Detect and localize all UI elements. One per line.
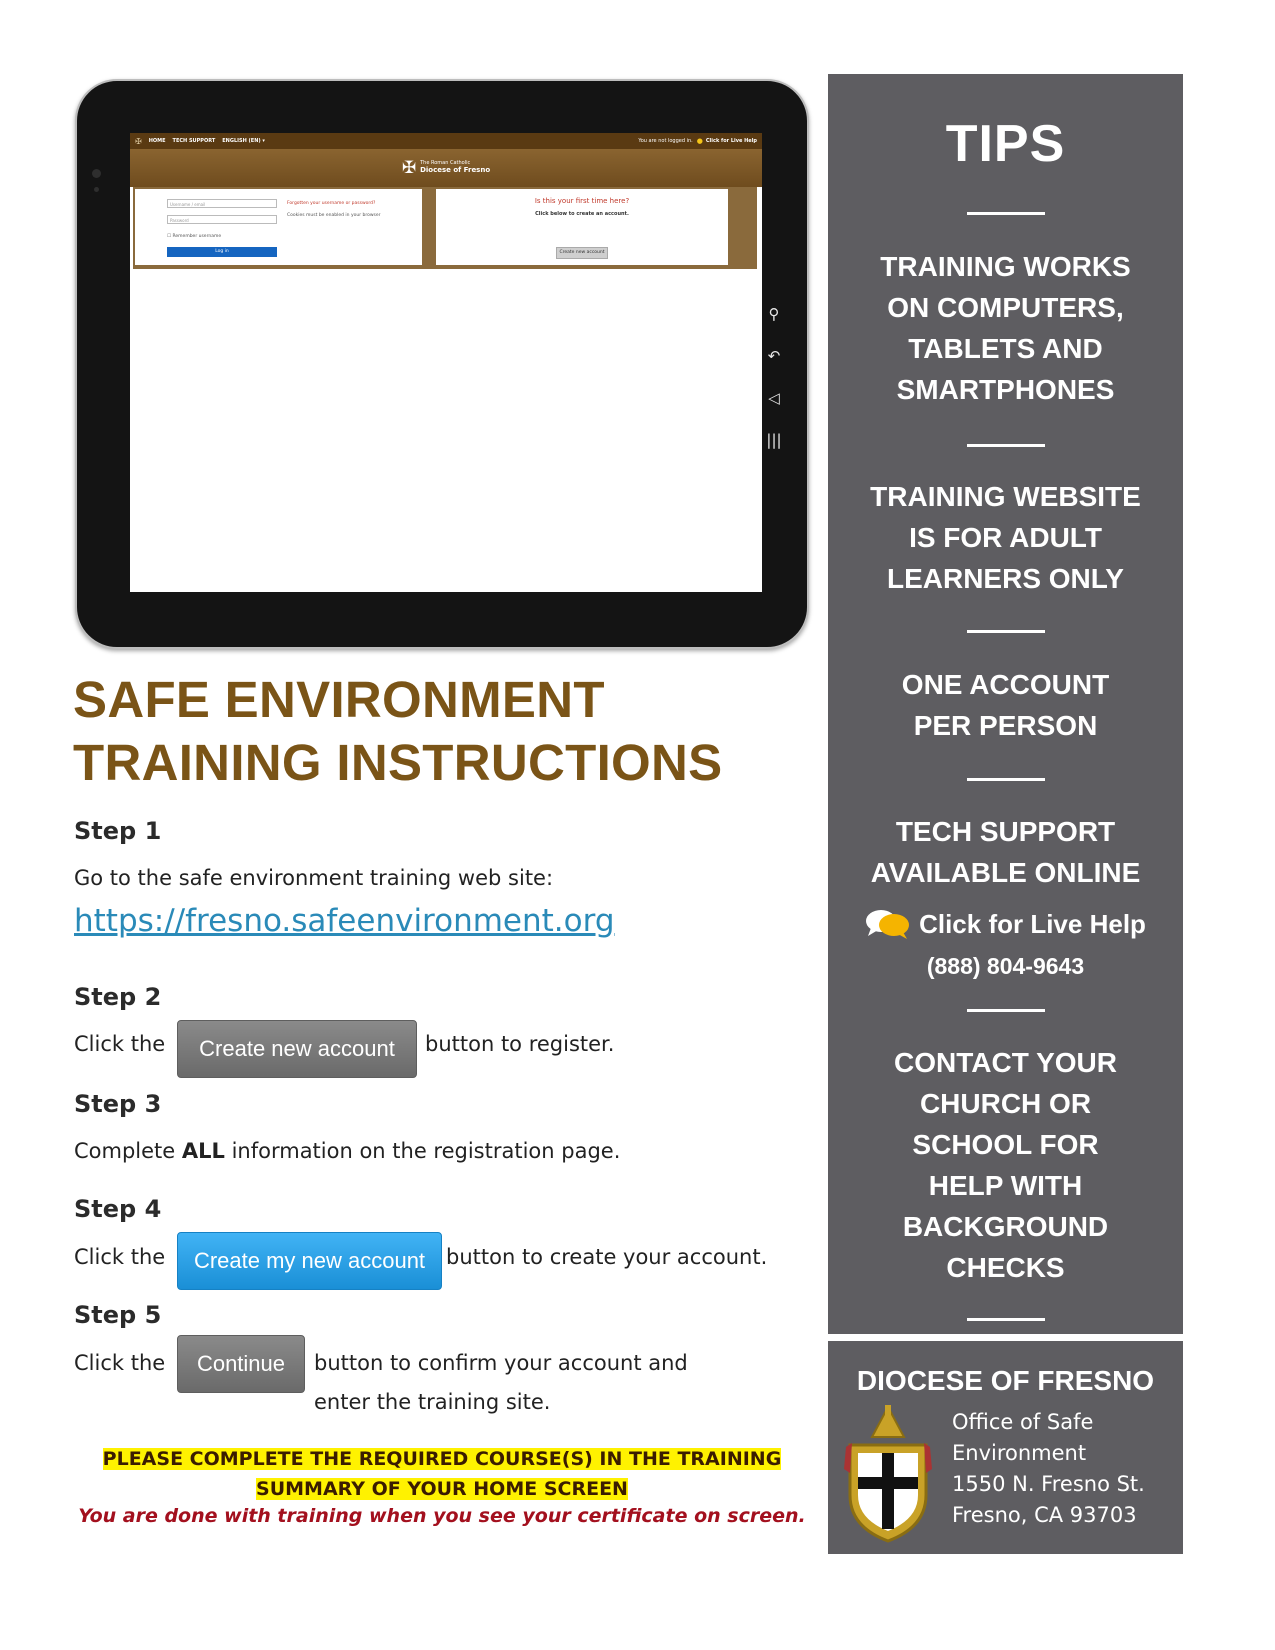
back-icon[interactable]: ↶: [767, 347, 781, 365]
address-line: 1550 N. Fresno St.: [952, 1472, 1145, 1496]
site-navbar: [130, 133, 762, 149]
tip-tech-support-line: TECH SUPPORT: [895, 816, 1116, 847]
nav-live-help[interactable]: Click for Live Help: [705, 138, 757, 144]
remember-label: Remember username: [172, 234, 222, 239]
tip-contact-line: SCHOOL FOR: [912, 1129, 1099, 1160]
tip-adults: [838, 476, 1173, 599]
nav-home[interactable]: HOME: [148, 138, 166, 144]
tip-one-account-line: PER PERSON: [913, 710, 1098, 741]
step5-heading: Step 5: [74, 1301, 162, 1329]
nav-language[interactable]: ENGLISH (EN) ▾: [222, 138, 265, 144]
tip-contact-line: CHURCH OR: [919, 1088, 1092, 1119]
tablet-mockup: [75, 79, 809, 649]
tips-title: TIPS: [945, 115, 1066, 173]
live-help-label: Click for Live Help: [919, 908, 1146, 939]
menu-icon[interactable]: |||: [766, 431, 782, 449]
support-phone: (888) 804-9643: [926, 953, 1085, 979]
step1-heading: Step 1: [74, 817, 162, 845]
tip-contact-line: BACKGROUND: [902, 1211, 1109, 1242]
login-button[interactable]: Log in: [167, 247, 277, 257]
tip-devices-line: SMARTPHONES: [896, 374, 1115, 405]
step3-pre: Complete: [74, 1139, 182, 1163]
required-course-notice: [74, 1444, 810, 1504]
camera-dot: [92, 169, 101, 178]
divider: [967, 630, 1045, 633]
home-icon[interactable]: ◁: [768, 389, 780, 407]
chat-bubble-icon: ●: [696, 137, 703, 145]
first-time-question: Is this your first time here?: [534, 197, 630, 205]
address-line: Environment: [952, 1441, 1087, 1465]
banner-line2: Diocese of Fresno: [420, 165, 491, 174]
diocese-footer: [828, 1341, 1183, 1554]
tips-sidebar: [828, 74, 1183, 1334]
signup-panel: [436, 189, 728, 265]
tip-adults-line: LEARNERS ONLY: [886, 563, 1124, 594]
username-input[interactable]: Username / email: [167, 199, 277, 208]
login-panel: [135, 189, 422, 265]
diocese-logo-icon: ✠: [401, 158, 417, 178]
tip-one-account-line: ONE ACCOUNT: [901, 669, 1110, 700]
tip-contact-church: [838, 1042, 1173, 1288]
tablet-nav-buttons: [763, 293, 785, 461]
tip-devices-line: TABLETS AND: [908, 333, 1103, 364]
divider: [967, 1009, 1045, 1012]
cookies-note: Cookies must be enabled in your browser: [287, 213, 381, 218]
step5-post-line1: button to confirm your account and: [314, 1351, 688, 1375]
notice-line2: SUMMARY OF YOUR HOME SCREEN: [256, 1478, 628, 1500]
divider: [967, 444, 1045, 447]
remember-checkbox[interactable]: ☐ Remember username: [167, 234, 222, 239]
office-address: [952, 1407, 1145, 1531]
sensor-dot: [94, 187, 99, 192]
footer-title: DIOCESE OF FRESNO: [856, 1365, 1155, 1396]
tip-contact-line: CONTACT YOUR: [894, 1047, 1117, 1078]
tip-adults-line: TRAINING WEBSITE: [870, 481, 1141, 512]
diocese-crest-icon: [842, 1403, 934, 1543]
notice-line1: PLEASE COMPLETE THE REQUIRED COURSE(S) IN THE TRAINING: [102, 1448, 782, 1470]
tip-devices-line: TRAINING WORKS: [880, 251, 1131, 282]
address-line: Office of Safe: [952, 1410, 1094, 1434]
tip-tech-support: [838, 811, 1173, 893]
divider: [967, 778, 1045, 781]
step2-heading: Step 2: [74, 983, 162, 1011]
live-help-link[interactable]: [828, 908, 1183, 940]
title-line1: SAFE ENVIRONMENT: [73, 671, 605, 728]
continue-button[interactable]: Continue: [177, 1335, 305, 1393]
tip-contact-line: HELP WITH: [928, 1170, 1083, 1201]
title-line2: TRAINING INSTRUCTIONS: [73, 734, 723, 791]
site-banner: [130, 149, 762, 187]
create-new-account-button[interactable]: Create new account: [177, 1020, 417, 1078]
banner-line1: The Roman Catholic: [420, 160, 471, 167]
diocese-cross-icon: ✠: [135, 136, 142, 146]
step2-pre: Click the: [74, 1032, 166, 1056]
create-my-new-account-button[interactable]: Create my new account: [177, 1232, 442, 1290]
signup-instruction: Click below to create an account.: [535, 211, 629, 217]
step2-post: button to register.: [425, 1032, 615, 1056]
search-icon[interactable]: ⚲: [768, 305, 780, 323]
forgotten-link[interactable]: Forgotten your username or password?: [287, 201, 376, 206]
step3-bold: ALL: [181, 1139, 225, 1163]
training-site-link[interactable]: https://fresno.safeenvironment.org: [74, 903, 615, 939]
password-input[interactable]: Password: [167, 215, 277, 224]
step5-post-line2: enter the training site.: [314, 1390, 551, 1414]
login-panels: [133, 187, 757, 269]
page-title: [73, 668, 793, 794]
step4-post: button to create your account.: [446, 1245, 768, 1269]
step3-post: information on the registration page.: [224, 1139, 621, 1163]
tip-adults-line: IS FOR ADULT: [909, 522, 1102, 553]
tip-one-account: [838, 664, 1173, 746]
address-line: Fresno, CA 93703: [952, 1503, 1137, 1527]
step5-pre: Click the: [74, 1351, 166, 1375]
divider: [967, 212, 1045, 215]
tip-devices-line: ON COMPUTERS,: [887, 292, 1124, 323]
login-status: You are not logged in.: [638, 138, 693, 144]
create-account-button-mini[interactable]: Create new account: [556, 247, 608, 259]
divider: [967, 1318, 1045, 1321]
step4-heading: Step 4: [74, 1195, 162, 1223]
tip-contact-line: CHECKS: [946, 1252, 1065, 1283]
completion-note: You are done with training when you see your certificate on screen.: [78, 1505, 806, 1527]
tip-tech-support-line: AVAILABLE ONLINE: [870, 857, 1141, 888]
step1-text: Go to the safe environment training web site:: [74, 866, 554, 890]
tablet-screen: [130, 133, 762, 592]
step3-heading: Step 3: [74, 1090, 162, 1118]
step3-text: [74, 1139, 620, 1163]
chat-bubbles-icon: [865, 908, 911, 940]
tip-devices: [838, 246, 1173, 410]
nav-tech-support[interactable]: TECH SUPPORT: [172, 138, 216, 144]
step4-pre: Click the: [74, 1245, 166, 1269]
